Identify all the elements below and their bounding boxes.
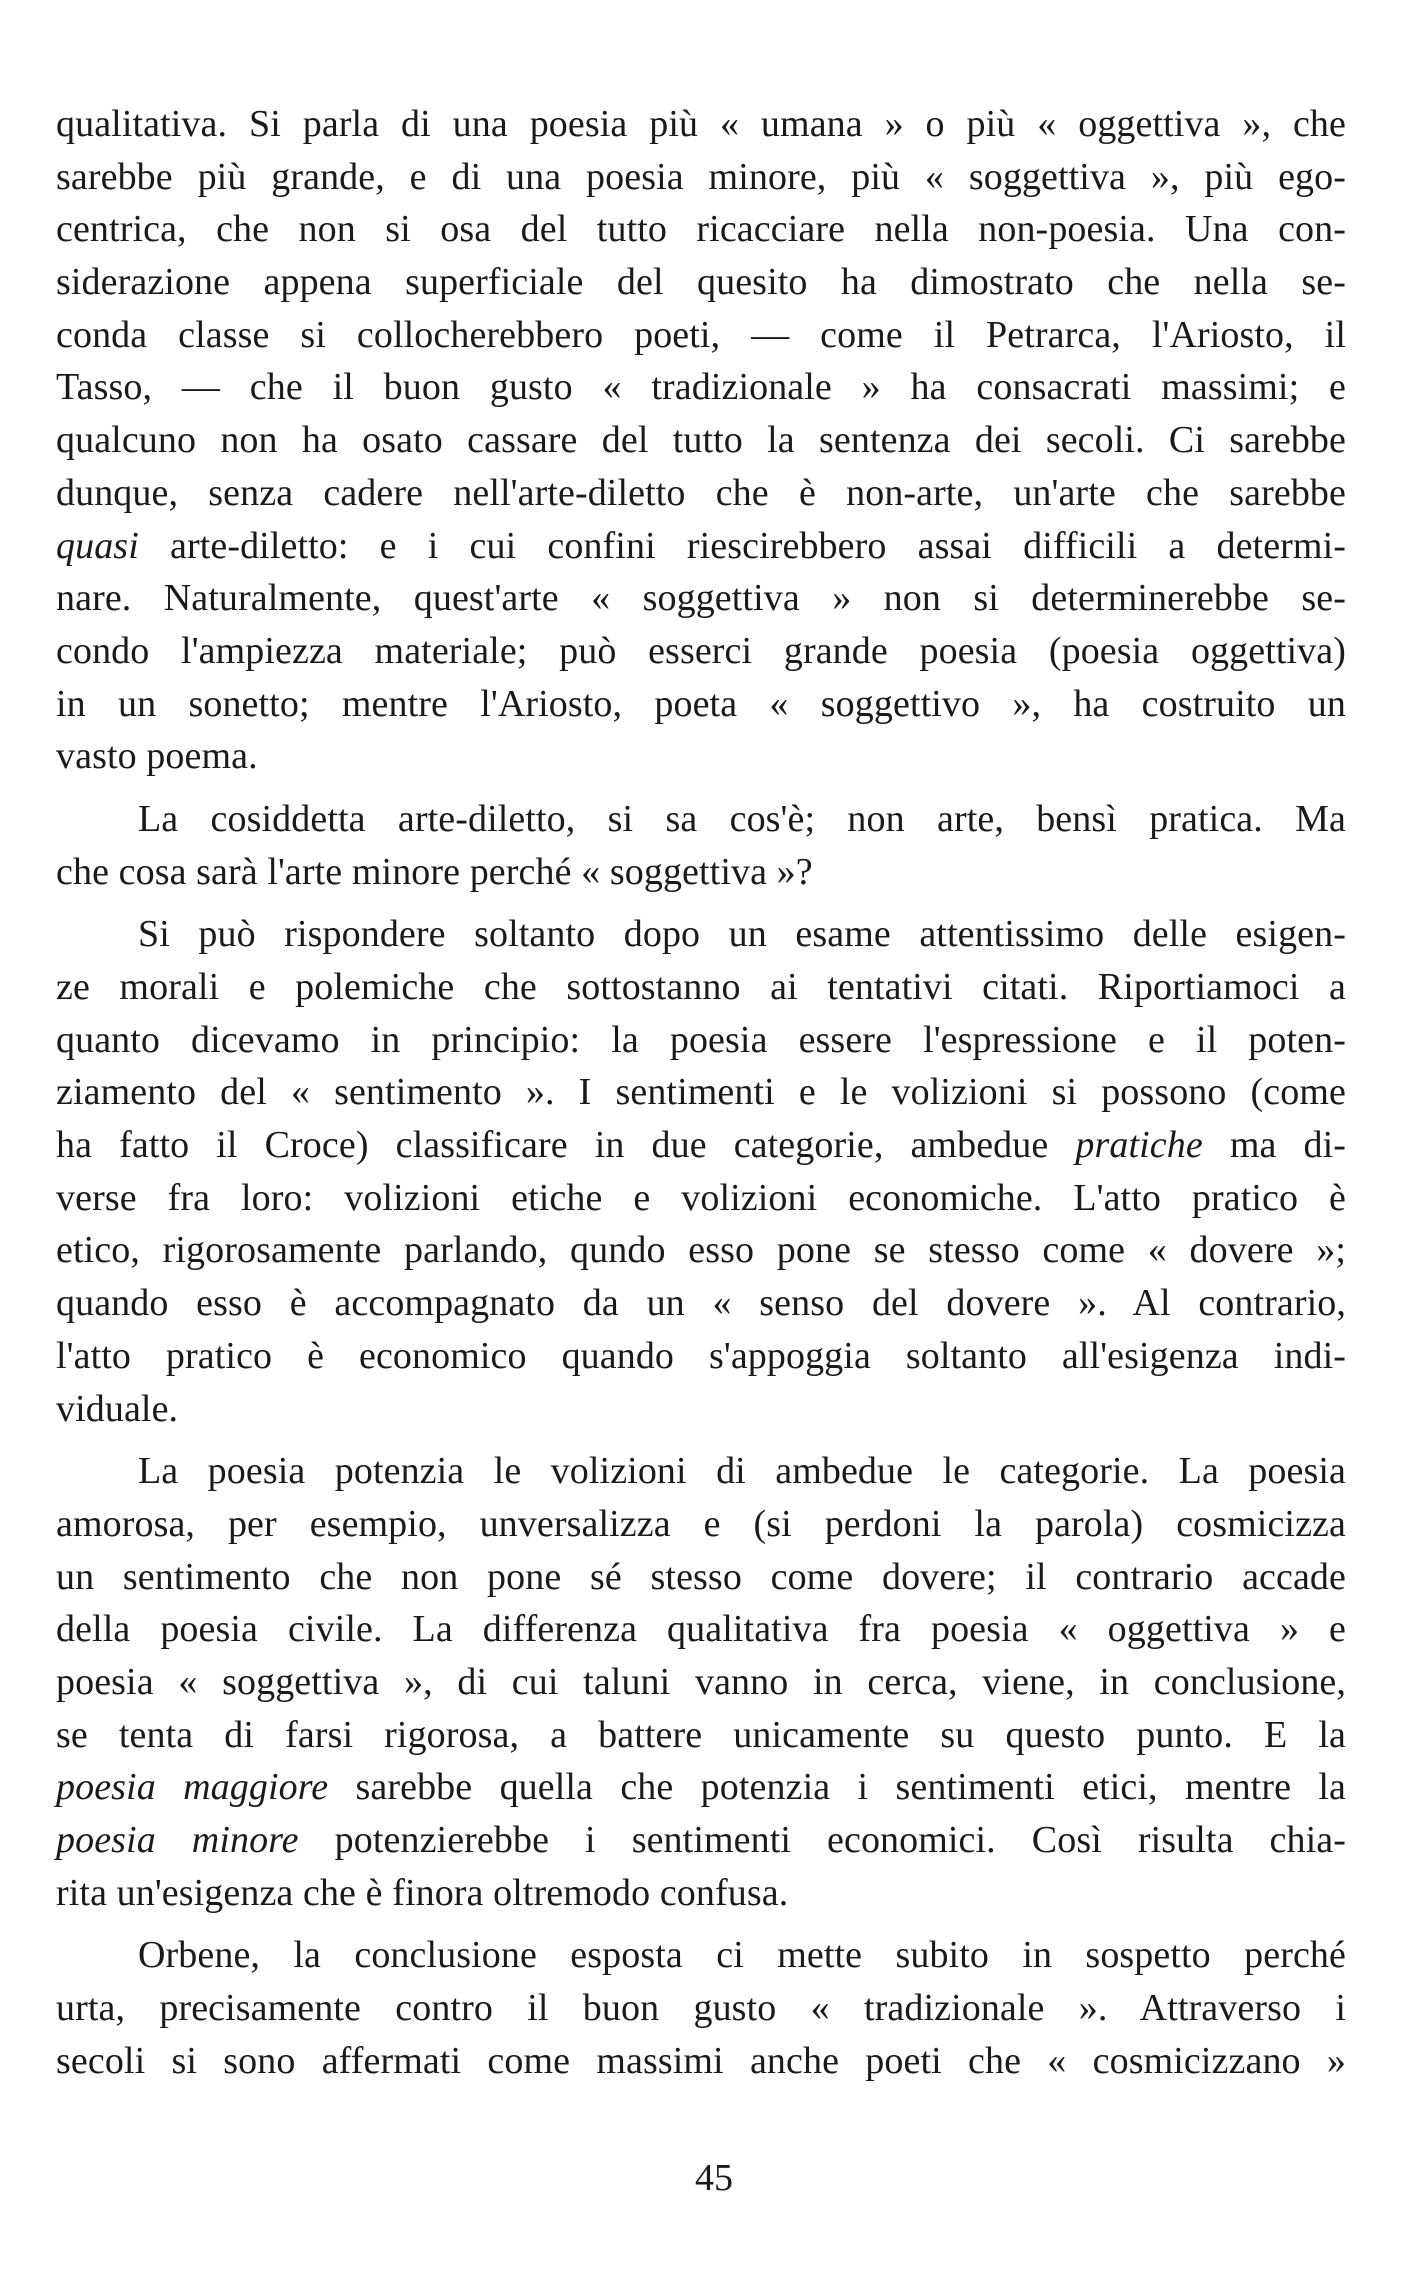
text-line bbox=[56, 2035, 1346, 2088]
text-run: urta, precisamente contro il buon gusto « tradizionale ». Attraverso i bbox=[56, 1987, 1346, 2030]
text-line bbox=[56, 625, 1346, 678]
text-run: poesia « soggettiva », di cui taluni vanno in cerca, viene, in conclusione, bbox=[56, 1660, 1346, 1703]
text-run: nare. Naturalmente, quest'arte « soggettiva » non si determinerebbe se- bbox=[56, 577, 1346, 620]
text-line bbox=[56, 730, 1346, 783]
text-run: dunque, senza cadere nell'arte-diletto che è non-arte, un'arte che sarebbe bbox=[56, 471, 1346, 514]
text-run: secoli si sono affermati come massimi anche poeti che « cosmicizzano » bbox=[56, 2039, 1346, 2082]
text-run: conda classe si collocherebbero poeti, — come il Petrarca, l'Ariosto, il bbox=[56, 313, 1346, 356]
text-line bbox=[56, 1814, 1346, 1867]
text-line bbox=[56, 846, 1346, 899]
text-line bbox=[56, 98, 1346, 151]
text-line bbox=[56, 1982, 1346, 2035]
text-run: in un sonetto; mentre l'Ariosto, poeta « soggettivo », ha costruito un bbox=[56, 682, 1346, 725]
text-run: qualitativa. Si parla di una poesia più « umana » o più « oggettiva », che bbox=[56, 103, 1346, 145]
text-line bbox=[56, 361, 1346, 414]
text-run: sarebbe quella che potenzia i sentimenti etici, mentre la bbox=[328, 1766, 1346, 1809]
text-run: potenzierebbe i sentimenti economici. Così risulta chia- bbox=[298, 1819, 1346, 1861]
text-line bbox=[56, 309, 1346, 362]
text-line bbox=[56, 678, 1346, 731]
text-run: arte-diletto: e i cui confini riescirebbero assai difficili a determi- bbox=[138, 524, 1346, 567]
text-run: Orbene, la conclusione esposta ci mette subito in sospetto perché bbox=[138, 1934, 1346, 1977]
text-run: etico, rigorosamente parlando, qundo esso pone se stesso come « dovere »; bbox=[56, 1229, 1346, 1272]
text-run: Si può rispondere soltanto dopo un esame attentissimo delle esigen- bbox=[138, 913, 1346, 956]
text-run: centrica, che non si osa del tutto ricacciare nella non-poesia. Una con- bbox=[56, 208, 1346, 251]
text-run: ha fatto il Croce) classificare in due categorie, ambedue bbox=[56, 1124, 1076, 1167]
text-run: verse fra loro: volizioni etiche e volizioni economiche. L'atto pratico è bbox=[56, 1176, 1346, 1219]
text-line bbox=[56, 572, 1346, 625]
text-run: rita un'esigenza che è finora oltremodo confusa. bbox=[56, 1871, 789, 1914]
text-line bbox=[56, 1498, 1346, 1551]
text-run: della poesia civile. La differenza qualitativa fra poesia « oggettiva » e bbox=[56, 1608, 1346, 1651]
text-line bbox=[56, 793, 1346, 846]
text-line bbox=[56, 1224, 1346, 1277]
text-line bbox=[56, 1551, 1346, 1604]
text-line bbox=[56, 1277, 1346, 1330]
text-line bbox=[56, 961, 1346, 1014]
text-line bbox=[56, 467, 1346, 520]
text-run: ze morali e polemiche che sottostanno ai tentativi citati. Riportiamoci a bbox=[56, 966, 1346, 1008]
text-line bbox=[56, 414, 1346, 467]
text-line bbox=[56, 1929, 1346, 1982]
text-line bbox=[56, 1603, 1346, 1656]
text-line bbox=[56, 1330, 1346, 1383]
text-line bbox=[56, 1761, 1346, 1814]
text-run: ma di- bbox=[1202, 1124, 1346, 1167]
text-run: l'atto pratico è economico quando s'appoggia soltanto all'esigenza indi- bbox=[56, 1334, 1346, 1377]
text-line bbox=[56, 151, 1346, 204]
text-run: se tenta di farsi rigorosa, a battere unicamente su questo punto. E la bbox=[56, 1713, 1346, 1756]
text-run: siderazione appena superficiale del quesito ha dimostrato che nella se- bbox=[56, 261, 1346, 304]
text-line bbox=[56, 1445, 1346, 1498]
text-line bbox=[56, 256, 1346, 309]
italic-text: pratiche bbox=[1075, 1124, 1203, 1167]
body-text bbox=[56, 98, 1346, 2087]
text-line bbox=[56, 1383, 1346, 1436]
text-line bbox=[56, 203, 1346, 256]
text-line bbox=[56, 1867, 1346, 1920]
text-line bbox=[56, 1656, 1346, 1709]
text-line bbox=[56, 1709, 1346, 1762]
italic-text: poesia maggiore bbox=[56, 1766, 329, 1809]
text-run: amorosa, per esempio, unversalizza e (si perdoni la parola) cosmicizza bbox=[56, 1502, 1346, 1545]
text-run: un sentimento che non pone sé stesso come dovere; il contrario accade bbox=[56, 1555, 1346, 1598]
text-line bbox=[56, 908, 1346, 961]
text-run: qualcuno non ha osato cassare del tutto la sentenza dei secoli. Ci sarebbe bbox=[56, 419, 1346, 462]
italic-text: poesia minore bbox=[56, 1819, 299, 1861]
text-run: La cosiddetta arte-diletto, si sa cos'è; non arte, bensì pratica. Ma bbox=[138, 797, 1346, 840]
text-run: sarebbe più grande, e di una poesia minore, più « soggettiva », più ego- bbox=[56, 155, 1346, 198]
text-run: condo l'ampiezza materiale; può esserci grande poesia (poesia oggettiva) bbox=[56, 629, 1346, 672]
text-line bbox=[56, 520, 1346, 573]
text-run: viduale. bbox=[56, 1387, 179, 1430]
text-line bbox=[56, 1119, 1346, 1172]
text-run: che cosa sarà l'arte minore perché « soggettiva »? bbox=[56, 850, 813, 893]
italic-text: quasi bbox=[56, 524, 139, 567]
page-number: 45 bbox=[695, 2157, 733, 2199]
text-run: quando esso è accompagnato da un « senso del dovere ». Al contrario, bbox=[56, 1282, 1346, 1325]
text-run: ziamento del « sentimento ». I sentimenti e le volizioni si possono (come bbox=[56, 1071, 1346, 1114]
text-run: quanto dicevamo in principio: la poesia essere l'espressione e il poten- bbox=[56, 1018, 1346, 1061]
text-line bbox=[56, 1066, 1346, 1119]
text-run: vasto poema. bbox=[56, 735, 258, 778]
text-run: La poesia potenzia le volizioni di ambedue le categorie. La poesia bbox=[138, 1450, 1346, 1493]
text-line bbox=[56, 1172, 1346, 1225]
text-run: Tasso, — che il buon gusto « tradizionale » ha consacrati massimi; e bbox=[56, 366, 1346, 409]
text-line bbox=[56, 1014, 1346, 1067]
